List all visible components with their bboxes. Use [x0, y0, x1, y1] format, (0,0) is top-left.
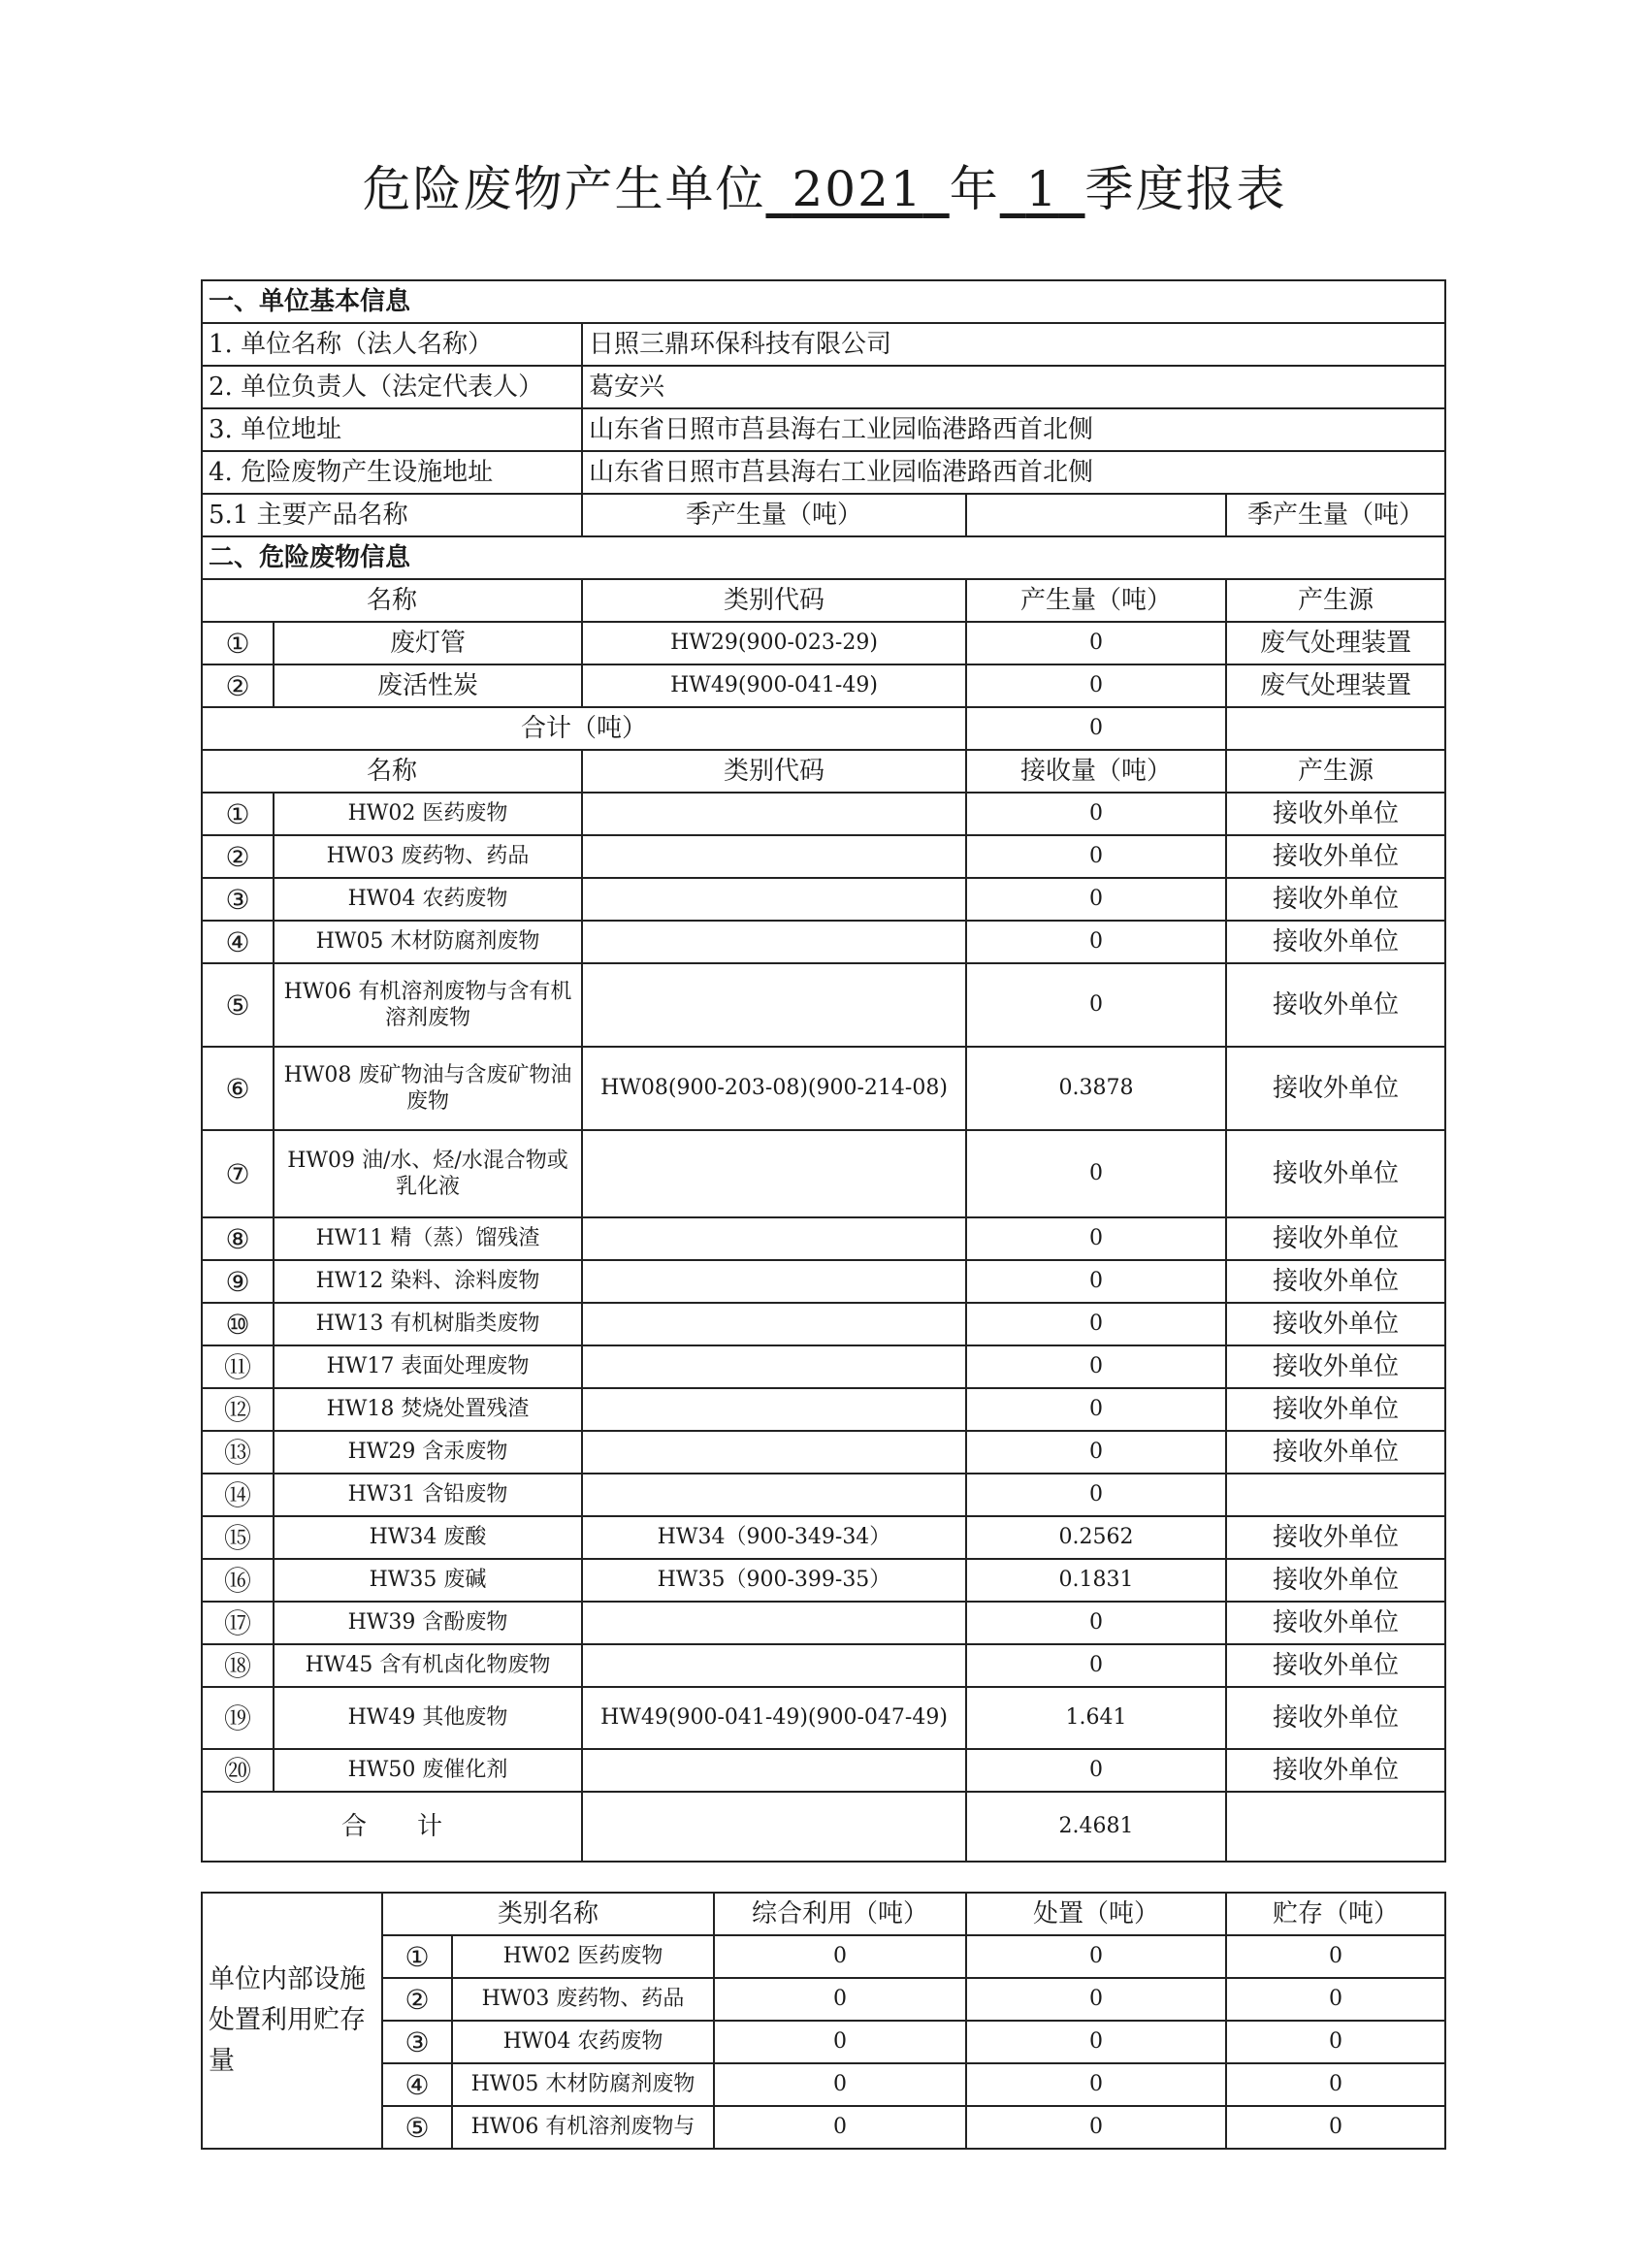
waste-row [202, 1516, 1445, 1559]
waste-amount: 0 [966, 1303, 1226, 1345]
received-total-empty [582, 1792, 966, 1862]
internal-row [202, 2063, 1445, 2106]
row-number: ② [202, 835, 274, 878]
internal-row [202, 1978, 1445, 2021]
row-number: ① [202, 793, 274, 835]
waste-amount: 0 [966, 1130, 1226, 1217]
reuse-amount: 0 [714, 1935, 966, 1978]
waste-name: HW13 有机树脂类废物 [274, 1303, 582, 1345]
row-number: ④ [382, 2063, 452, 2106]
waste-source: 接收外单位 [1226, 1130, 1445, 1217]
row-number: ④ [202, 921, 274, 963]
waste-name: HW17 表面处理废物 [274, 1345, 582, 1388]
dispose-amount: 0 [966, 2063, 1226, 2106]
row-number: ③ [382, 2021, 452, 2063]
row-number: ⑳ [202, 1749, 274, 1792]
waste-name: HW03 废药物、药品 [274, 835, 582, 878]
waste-row [202, 1749, 1445, 1792]
store-amount: 0 [1226, 1978, 1445, 2021]
waste-name: HW11 精（蒸）馏残渣 [274, 1217, 582, 1260]
waste-row [202, 1388, 1445, 1431]
waste-code [582, 1217, 966, 1260]
waste-amount: 0 [966, 1749, 1226, 1792]
title-quarter: 1 [1025, 161, 1059, 217]
row-number: ⑧ [202, 1217, 274, 1260]
waste-row [202, 921, 1445, 963]
report-title [0, 150, 1649, 220]
waste-code [582, 1431, 966, 1474]
waste-row [202, 664, 1445, 707]
waste-source: 接收外单位 [1226, 1217, 1445, 1260]
row-number: ⑯ [202, 1559, 274, 1602]
waste-name: HW04 农药废物 [274, 878, 582, 921]
waste-row [202, 1217, 1445, 1260]
waste-row [202, 622, 1445, 664]
basic-info-label: 2. 单位负责人（法定代表人） [202, 366, 582, 408]
waste-row [202, 963, 1445, 1047]
waste-code: HW08(900-203-08)(900-214-08) [582, 1047, 966, 1130]
waste-name: HW39 含酚废物 [274, 1602, 582, 1644]
waste-row [202, 1345, 1445, 1388]
waste-row [202, 1644, 1445, 1687]
basic-info-label: 3. 单位地址 [202, 408, 582, 451]
waste-code: HW35（900-399-35） [582, 1559, 966, 1602]
waste-name: HW50 废催化剂 [274, 1749, 582, 1792]
waste-row [202, 1303, 1445, 1345]
waste-code: HW49(900-041-49)(900-047-49) [582, 1687, 966, 1749]
waste-amount: 0 [966, 1474, 1226, 1516]
waste-code: HW34（900-349-34） [582, 1516, 966, 1559]
row-number: ⑤ [382, 2106, 452, 2149]
row-number: ⑫ [202, 1388, 274, 1431]
basic-info-label: 4. 危险废物产生设施地址 [202, 451, 582, 494]
waste-amount: 0 [966, 1431, 1226, 1474]
product-qty-label-2: 季产生量（吨） [1226, 494, 1445, 536]
row-number: ① [382, 1935, 452, 1978]
received-total-empty-2 [1226, 1792, 1445, 1862]
dispose-amount: 0 [966, 1978, 1226, 2021]
internal-row [202, 1935, 1445, 1978]
dispose-amount: 0 [966, 2021, 1226, 2063]
waste-amount: 0.2562 [966, 1516, 1226, 1559]
basic-info-row [202, 451, 1445, 494]
waste-row [202, 1130, 1445, 1217]
waste-row [202, 1559, 1445, 1602]
waste-row [202, 793, 1445, 835]
waste-code [582, 1130, 966, 1217]
basic-info-value: 山东省日照市莒县海右工业园临港路西首北侧 [582, 451, 1445, 494]
category-name: HW04 农药废物 [452, 2021, 714, 2063]
store-amount: 0 [1226, 2063, 1445, 2106]
waste-name: HW12 染料、涂料废物 [274, 1260, 582, 1303]
waste-amount: 0 [966, 664, 1226, 707]
section2-header: 二、危险废物信息 [202, 536, 1445, 579]
col-category-header: 类别名称 [382, 1893, 714, 1935]
received-total-value: 2.4681 [966, 1792, 1226, 1862]
generated-total-row [202, 707, 1445, 750]
store-amount: 0 [1226, 2021, 1445, 2063]
basic-info-value: 日照三鼎环保科技有限公司 [582, 323, 1445, 366]
waste-amount: 0.1831 [966, 1559, 1226, 1602]
waste-amount: 0 [966, 622, 1226, 664]
waste-code: HW29(900-023-29) [582, 622, 966, 664]
waste-amount: 0 [966, 1644, 1226, 1687]
basic-info-row [202, 408, 1445, 451]
internal-header-row [202, 1893, 1445, 1935]
received-total-label: 合 计 [202, 1792, 582, 1862]
waste-row [202, 1431, 1445, 1474]
row-number: ⑱ [202, 1644, 274, 1687]
col-name-header: 名称 [202, 750, 582, 793]
row-number: ② [382, 1978, 452, 2021]
basic-info-row [202, 366, 1445, 408]
waste-source: 接收外单位 [1226, 1644, 1445, 1687]
col-dispose-header: 处置（吨） [966, 1893, 1226, 1935]
waste-code [582, 793, 966, 835]
row-number: ⑨ [202, 1260, 274, 1303]
col-source-header: 产生源 [1226, 750, 1445, 793]
basic-info-value: 山东省日照市莒县海右工业园临港路西首北侧 [582, 408, 1445, 451]
waste-source: 接收外单位 [1226, 1516, 1445, 1559]
internal-row [202, 2021, 1445, 2063]
waste-name: HW02 医药废物 [274, 793, 582, 835]
waste-name: HW45 含有机卤化物废物 [274, 1644, 582, 1687]
waste-source: 接收外单位 [1226, 1431, 1445, 1474]
waste-source: 接收外单位 [1226, 1687, 1445, 1749]
row-number: ⑮ [202, 1516, 274, 1559]
waste-code [582, 1303, 966, 1345]
dispose-amount: 0 [966, 2106, 1226, 2149]
waste-source: 接收外单位 [1226, 1602, 1445, 1644]
row-number: ⑦ [202, 1130, 274, 1217]
waste-source: 接收外单位 [1226, 921, 1445, 963]
waste-name: HW31 含铅废物 [274, 1474, 582, 1516]
waste-code [582, 1474, 966, 1516]
generated-total-empty [1226, 707, 1445, 750]
waste-row [202, 1474, 1445, 1516]
waste-source: 接收外单位 [1226, 1559, 1445, 1602]
reuse-amount: 0 [714, 2021, 966, 2063]
store-amount: 0 [1226, 2106, 1445, 2149]
generated-total-label: 合计（吨） [202, 707, 966, 750]
waste-source: 接收外单位 [1226, 1047, 1445, 1130]
product-label: 5.1 主要产品名称 [202, 494, 582, 536]
col-code-header: 类别代码 [582, 579, 966, 622]
row-number: ② [202, 664, 274, 707]
category-name: HW02 医药废物 [452, 1935, 714, 1978]
waste-amount: 1.641 [966, 1687, 1226, 1749]
waste-name: HW05 木材防腐剂废物 [274, 921, 582, 963]
waste-name: HW08 废矿物油与含废矿物油废物 [274, 1047, 582, 1130]
waste-source: 废气处理装置 [1226, 622, 1445, 664]
waste-code [582, 1644, 966, 1687]
internal-row [202, 2106, 1445, 2149]
waste-row [202, 1260, 1445, 1303]
waste-source: 接收外单位 [1226, 793, 1445, 835]
waste-name: HW34 废酸 [274, 1516, 582, 1559]
waste-amount: 0 [966, 835, 1226, 878]
waste-amount: 0 [966, 1260, 1226, 1303]
waste-code [582, 878, 966, 921]
waste-code [582, 1345, 966, 1388]
section1-header: 一、单位基本信息 [202, 280, 1445, 323]
waste-source [1226, 1474, 1445, 1516]
row-number: ⑭ [202, 1474, 274, 1516]
report-table [201, 279, 1446, 1863]
product-row [202, 494, 1445, 536]
waste-amount: 0 [966, 921, 1226, 963]
waste-amount: 0 [966, 1217, 1226, 1260]
waste-code [582, 921, 966, 963]
reuse-amount: 0 [714, 1978, 966, 2021]
waste-code [582, 1260, 966, 1303]
waste-source: 接收外单位 [1226, 1260, 1445, 1303]
row-number: ⑤ [202, 963, 274, 1047]
waste-source: 接收外单位 [1226, 835, 1445, 878]
waste-amount: 0 [966, 1388, 1226, 1431]
waste-source: 接收外单位 [1226, 1303, 1445, 1345]
waste-code: HW49(900-041-49) [582, 664, 966, 707]
column-header-row [202, 750, 1445, 793]
product-qty-label-1: 季产生量（吨） [582, 494, 966, 536]
waste-row [202, 1047, 1445, 1130]
row-number: ⑲ [202, 1687, 274, 1749]
col-code-header: 类别代码 [582, 750, 966, 793]
waste-name: 废灯管 [274, 622, 582, 664]
row-number: ⑰ [202, 1602, 274, 1644]
waste-name: HW09 油/水、烃/水混合物或乳化液 [274, 1130, 582, 1217]
waste-code [582, 963, 966, 1047]
title-prefix: 危险废物产生单位 [362, 161, 766, 217]
waste-row [202, 1687, 1445, 1749]
row-number: ① [202, 622, 274, 664]
basic-info-label: 1. 单位名称（法人名称） [202, 323, 582, 366]
title-suffix: 季度报表 [1084, 161, 1287, 217]
row-number: ⑬ [202, 1431, 274, 1474]
waste-row [202, 1602, 1445, 1644]
waste-code [582, 1388, 966, 1431]
store-amount: 0 [1226, 1935, 1445, 1978]
waste-row [202, 878, 1445, 921]
dispose-amount: 0 [966, 1935, 1226, 1978]
title-year-unit: 年 [949, 161, 1000, 217]
internal-disposal-label: 单位内部设施处置利用贮存量 [202, 1893, 382, 2149]
generated-total-value: 0 [966, 707, 1226, 750]
waste-name: HW18 焚烧处置残渣 [274, 1388, 582, 1431]
col-source-header: 产生源 [1226, 579, 1445, 622]
waste-amount: 0 [966, 793, 1226, 835]
category-name: HW03 废药物、药品 [452, 1978, 714, 2021]
category-name: HW06 有机溶剂废物与 [452, 2106, 714, 2149]
waste-amount: 0 [966, 1602, 1226, 1644]
waste-amount: 0 [966, 1345, 1226, 1388]
waste-code [582, 1602, 966, 1644]
basic-info-value: 葛安兴 [582, 366, 1445, 408]
title-year: 2021 [792, 161, 923, 217]
waste-name: 废活性炭 [274, 664, 582, 707]
waste-name: HW35 废碱 [274, 1559, 582, 1602]
row-number: ⑪ [202, 1345, 274, 1388]
waste-source: 接收外单位 [1226, 1749, 1445, 1792]
reuse-amount: 0 [714, 2063, 966, 2106]
waste-amount: 0.3878 [966, 1047, 1226, 1130]
col-name-header: 名称 [202, 579, 582, 622]
waste-code [582, 1749, 966, 1792]
waste-name: HW29 含汞废物 [274, 1431, 582, 1474]
internal-disposal-table [201, 1892, 1446, 2150]
waste-name: HW06 有机溶剂废物与含有机溶剂废物 [274, 963, 582, 1047]
waste-source: 接收外单位 [1226, 878, 1445, 921]
row-number: ③ [202, 878, 274, 921]
waste-row [202, 835, 1445, 878]
waste-code [582, 835, 966, 878]
waste-amount: 0 [966, 963, 1226, 1047]
col-amount-header: 产生量（吨） [966, 579, 1226, 622]
col-store-header: 贮存（吨） [1226, 1893, 1445, 1935]
waste-amount: 0 [966, 878, 1226, 921]
waste-source: 接收外单位 [1226, 963, 1445, 1047]
column-header-row [202, 579, 1445, 622]
row-number: ⑥ [202, 1047, 274, 1130]
waste-name: HW49 其他废物 [274, 1687, 582, 1749]
product-name-2 [966, 494, 1226, 536]
basic-info-row [202, 323, 1445, 366]
col-amount-header: 接收量（吨） [966, 750, 1226, 793]
col-reuse-header: 综合利用（吨） [714, 1893, 966, 1935]
category-name: HW05 木材防腐剂废物 [452, 2063, 714, 2106]
waste-source: 接收外单位 [1226, 1345, 1445, 1388]
row-number: ⑩ [202, 1303, 274, 1345]
waste-source: 接收外单位 [1226, 1388, 1445, 1431]
reuse-amount: 0 [714, 2106, 966, 2149]
received-total-row [202, 1792, 1445, 1862]
waste-source: 废气处理装置 [1226, 664, 1445, 707]
